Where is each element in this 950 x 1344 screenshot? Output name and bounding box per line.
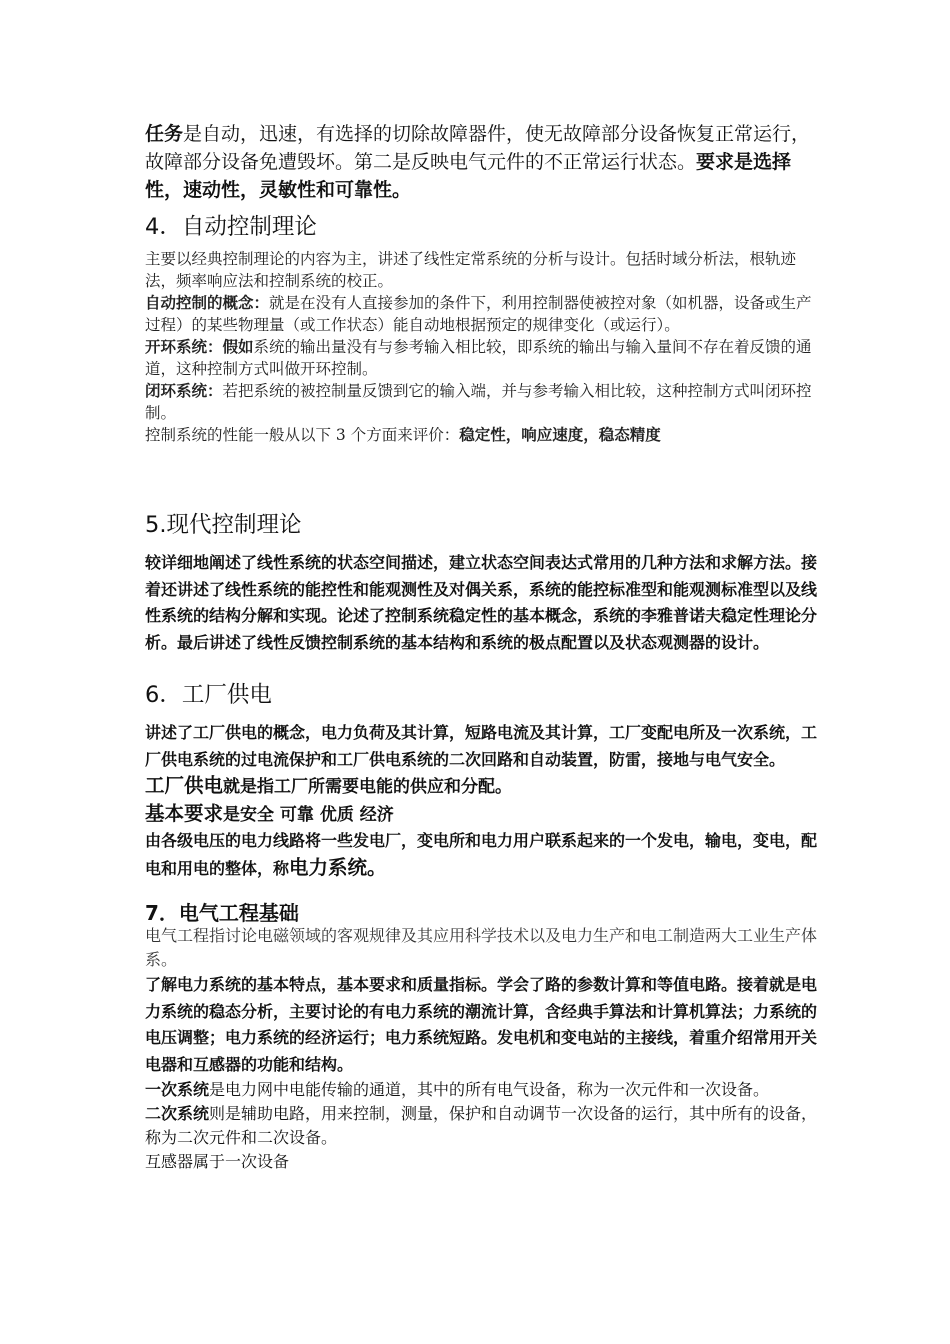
closed-loop-paragraph [145,380,825,424]
section-7-body [145,924,825,1174]
control-concept-term: 自动控制的概念： [145,294,270,312]
task-text: 是自动，迅速，有选择的切除故障器件，使无故障部分设备恢复正常运行，故障部分设备免遭毁坏。第二是反映电气元件的不正常运行状态。 [145,123,811,173]
performance-criteria: 稳定性，响应速度，稳态精度 [459,426,661,444]
basic-requirements-term: 基本要求 [145,801,224,825]
performance-text: 控制系统的性能一般从以下 3 个方面来评价： [145,426,460,444]
secondary-system-text: 则是辅助电路，用来控制，测量，保护和自动调节一次设备的运行，其中所有的设备，称为二次元件和二次设备。 [145,1104,818,1147]
section-4-intro: 主要以经典控制理论的内容为主，讲述了线性定常系统的分析与设计。包括时域分析法，根轨迹法，频率响应法和控制系统的校正。 [145,250,797,290]
closed-loop-term: 闭环系统： [145,382,223,400]
open-loop-text: 系统的输出量没有与参考输入相比较，即系统的输出与输入量间不存在着反馈的通道，这种控制方式叫做开环控制。 [145,338,812,378]
factory-supply-definition [145,773,825,801]
secondary-system-paragraph [145,1102,825,1150]
control-concept-paragraph [145,292,825,336]
transformer-note: 互感器属于一次设备 [145,1152,290,1171]
control-concept-text: 就是在没有人直接参加的条件下，利用控制器使被控对象（如机器，设备或生产过程）的某些物理量（或工作状态）能自动地根据预定的规律变化（或运行）。 [145,294,812,334]
section-7-heading: 7．电气工程基础 [145,901,299,925]
section-6-body [145,720,825,882]
performance-paragraph [145,424,825,446]
section-6-summary: 讲述了工厂供电的概念，电力负荷及其计算，短路电流及其计算，工厂变配电所及一次系统，工厂供电系统的过电流保护和工厂供电系统的二次回路和自动装置，防雷，接地与电气安全。 [145,723,818,769]
section-6-heading: 6．工厂供电 [145,682,272,708]
open-loop-paragraph [145,336,825,380]
section-5-heading: 5.现代控制理论 [145,512,302,538]
section-4-heading: 4．自动控制理论 [145,214,317,240]
task-term: 任务 [145,123,184,145]
primary-system-text: 是电力网中电能传输的通道，其中的所有电气设备，称为一次元件和一次设备。 [209,1080,770,1099]
power-system-text: 由各级电压的电力线路将一些发电厂，变电所和电力用户联系起来的一个发电，输电，变电，配电和用电的整体，称 [145,831,818,878]
closed-loop-text: 若把系统的被控制量反馈到它的输入端，并与参考输入相比较，这种控制方式叫闭环控制。 [145,382,812,422]
section-4-body [145,248,825,446]
basic-requirements-text: 是安全 可靠 优质 经济 [223,804,394,825]
power-system-definition [145,828,825,882]
power-system-term: 电力系统。 [289,855,387,879]
primary-system-term: 一次系统 [145,1080,210,1099]
task-requirement: 要求是选择性，速动性，灵敏性和可靠性。 [145,151,792,201]
section-7-intro: 电气工程指讨论电磁领域的客观规律及其应用科学技术以及电力生产和电工制造两大工业生产体系。 [145,926,818,969]
factory-supply-term: 工厂供电 [145,774,224,797]
section-7-summary: 了解电力系统的基本特点，基本要求和质量指标。学会了路的参数计算和等值电路。接着就是电力系统的稳态分析，主要讨论的有电力系统的潮流计算，含经典手算法和计算机算法；力系统的电压调整；电力系统的经济运行；电力系统短路。发电机和变电站的主接线，着重介绍常用开关电器和互感器的功能和结构。 [145,975,818,1074]
task-paragraph [145,120,825,204]
factory-supply-text: 就是指工厂所需要电能的供应和分配。 [223,777,513,797]
open-loop-term: 开环系统：假如 [145,338,254,356]
section-5-body: 较详细地阐述了线性系统的状态空间描述，建立状态空间表达式常用的几种方法和求解方法。接着还讲述了线性系统的能控性和能观测性及对偶关系，系统的能控标准型和能观测标准型以及线性系统的结构分解和实现。论述了控制系统稳定性的基本概念，系统的李雅普诺夫稳定性理论分析。最后讲述了线性反馈控制系统的基本结构和系统的极点配置以及状态观测器的设计。 [145,553,818,652]
basic-requirements [145,801,825,829]
secondary-system-term: 二次系统 [145,1104,210,1123]
primary-system-paragraph [145,1078,825,1102]
